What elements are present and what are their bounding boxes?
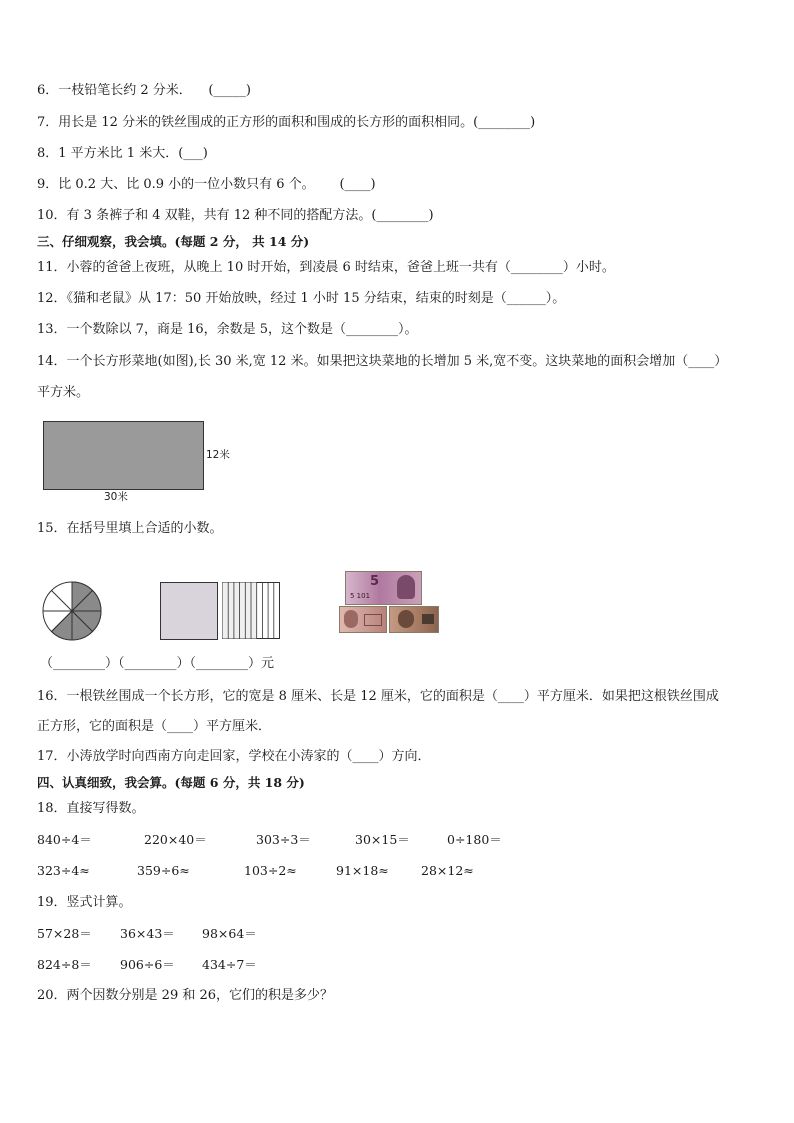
calc-item: 840÷4＝	[37, 832, 92, 847]
question-10: 10．有 3 条裤子和 4 双鞋，共有 12 种不同的搭配方法。(________)	[37, 208, 434, 223]
question-16-line2: 正方形，它的面积是（____）平方厘米．	[37, 719, 272, 734]
question-7: 7．用长是 12 分米的铁丝围成的正方形的面积和围成的长方形的面积相同。(________)	[37, 115, 536, 130]
question-9: 9．比 0.2 大、比 0.9 小的一位小数只有 6 个。 (____)	[37, 177, 376, 192]
note-value: 5	[370, 574, 380, 589]
question-11: 11．小蓉的爸爸上夜班，从晚上 10 时开始，到凌晨 6 时结束，爸爸上班一共有（________）小时。	[37, 260, 615, 275]
calc-item: 98×64＝	[202, 926, 257, 941]
vegetable-plot-rectangle	[43, 421, 204, 490]
width-label: 12米	[206, 449, 230, 461]
length-label: 30米	[104, 491, 128, 503]
calc-item: 434÷7＝	[202, 957, 257, 972]
question-19: 19．竖式计算。	[37, 895, 132, 910]
calc-item: 0÷180＝	[447, 832, 502, 847]
section-3-heading: 三、仔细观察，我会填。(每题 2 分， 共 14 分)	[37, 234, 310, 249]
stamp-box	[364, 614, 382, 626]
calc-item: 30×15＝	[355, 832, 410, 847]
calc-item: 303÷3＝	[256, 832, 311, 847]
question-12: 12．《猫和老鼠》从 17：50 开始放映，经过 1 小时 15 分结束，结束的时刻是（______）。	[37, 291, 566, 306]
question-8: 8．1 平方米比 1 米大．(___)	[37, 146, 208, 161]
note-serial: 5 101	[350, 592, 371, 600]
stamp-box	[422, 614, 434, 624]
question-15: 15．在括号里填上合适的小数。	[37, 521, 223, 536]
calc-item: 36×43＝	[120, 926, 175, 941]
question-18: 18．直接写得数。	[37, 801, 145, 816]
five-yuan-note	[345, 571, 422, 605]
calc-item: 824÷8＝	[37, 957, 92, 972]
question-16-line1: 16．一根铁丝围成一个长方形，它的宽是 8 厘米、长是 12 厘米，它的面积是（____）平方厘米．如果把这根铁丝围成	[37, 689, 719, 704]
calc-item: 28×12≈	[421, 863, 474, 878]
shaded-square	[160, 582, 218, 640]
jiao-note	[389, 606, 439, 633]
portrait	[344, 610, 358, 628]
calc-item: 91×18≈	[336, 863, 389, 878]
fraction-circle	[41, 580, 103, 642]
coin-note	[339, 606, 387, 633]
question-14-line2: 平方米。	[37, 385, 90, 400]
section-4-heading: 四、认真细致，我会算。(每题 6 分，共 18 分)	[37, 775, 305, 790]
calc-item: 103÷2≈	[244, 863, 297, 878]
calc-item: 220×40＝	[144, 832, 207, 847]
question-17: 17．小涛放学时向西南方向走回家，学校在小涛家的（____）方向．	[37, 749, 431, 764]
portrait	[397, 575, 415, 599]
question-14-line1: 14．一个长方形菜地(如图),长 30 米,宽 12 米。如果把这块菜地的长增加 5 米,宽不变。这块菜地的面积会增加（____）	[37, 354, 728, 369]
question-6: 6．一枝铅笔长约 2 分米． (_____)	[37, 83, 251, 98]
calc-item: 359÷6≈	[137, 863, 190, 878]
calc-item: 906÷6＝	[120, 957, 175, 972]
tenths-square	[222, 582, 281, 640]
question-15-blanks: （________）（________）（________）元	[40, 656, 275, 671]
portrait	[398, 610, 414, 628]
question-13: 13．一个数除以 7，商是 16，余数是 5，这个数是（________）。	[37, 322, 418, 337]
calc-item: 57×28＝	[37, 926, 92, 941]
calc-item: 323÷4≈	[37, 863, 90, 878]
question-20: 20．两个因数分别是 29 和 26，它们的积是多少？	[37, 988, 334, 1003]
